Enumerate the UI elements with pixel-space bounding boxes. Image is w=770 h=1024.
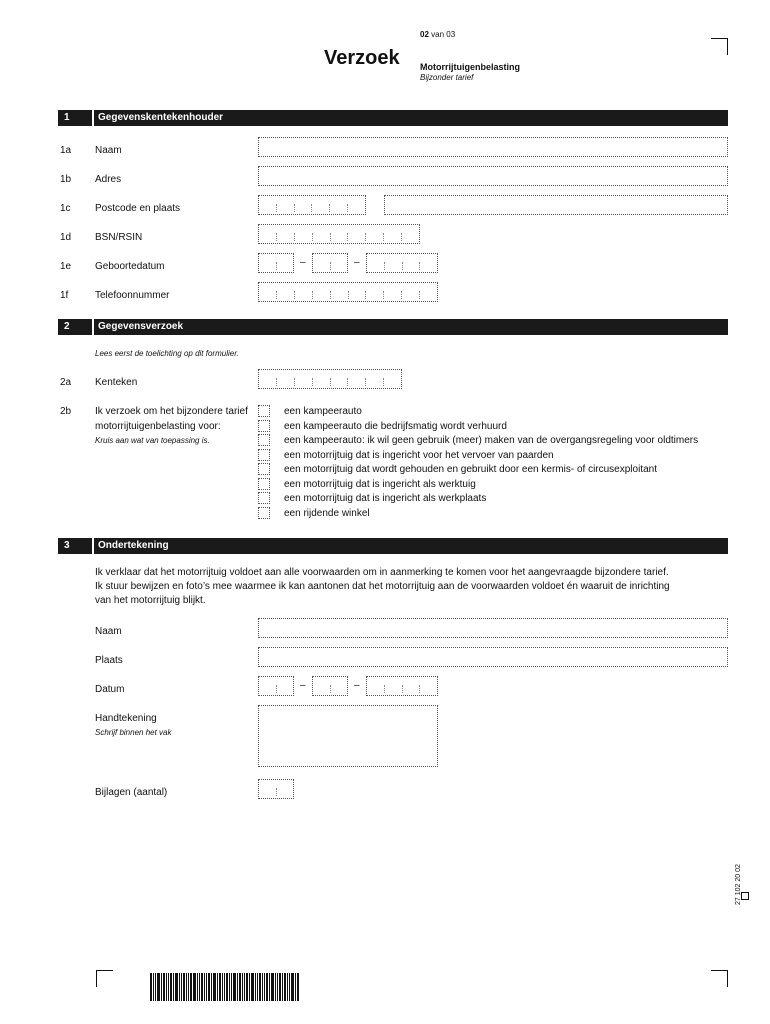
corner-mark-top-right [711,38,728,55]
date-separator: – [354,680,360,691]
declaration-line-3: van het motorrijtuig blijkt. [95,595,206,606]
date-separator: – [300,257,306,268]
label-postcode: Postcode en plaats [95,203,181,214]
name-field[interactable] [258,137,728,157]
option-label-7: een motorrijtuig dat is ingericht als werkplaats [284,493,487,504]
row-number-1e: 1e [60,261,72,272]
row-number-1f: 1f [60,290,69,301]
row-number-1b: 1b [60,174,72,185]
label-bijlagen: Bijlagen (aantal) [95,787,168,798]
row-number-1d: 1d [60,232,72,243]
page-number: 02 van 03 [420,30,456,39]
row-number-1a: 1a [60,145,72,156]
city-field[interactable] [384,195,728,215]
label-bsn: BSN/RSIN [95,232,143,243]
option-label-2: een kampeerauto die bedrijfsmatig wordt verhuurd [284,421,507,432]
form-marker-icon [741,892,749,900]
row-number-1c: 1c [60,203,71,214]
sign-month-field[interactable] [312,676,348,696]
checkbox-option-8[interactable] [258,507,270,519]
checkbox-option-6[interactable] [258,478,270,490]
label-verzoek-1: Ik verzoek om het bijzondere tarief [95,406,248,417]
date-separator: – [300,680,306,691]
section-1-header: 1 Gegevenskentekenhouder [58,110,728,126]
label-datum: Datum [95,684,125,695]
birth-year-field[interactable] [366,253,438,273]
checkbox-option-3[interactable] [258,434,270,446]
label-handtekening: Handtekening [95,713,157,724]
option-label-1: een kampeerauto [284,406,362,417]
checkbox-option-2[interactable] [258,420,270,432]
signature-field[interactable] [258,705,438,767]
section-2-header: 2 Gegevensverzoek [58,319,728,335]
row-number-2b: 2b [60,406,72,417]
label-telefoon: Telefoonnummer [95,290,170,301]
label-kenteken: Kenteken [95,377,138,388]
date-separator: – [354,257,360,268]
label-verzoek-hint: Kruis aan wat van toepassing is. [95,436,210,445]
section-2-note: Lees eerst de toelichting op dit formulier. [95,349,239,358]
checkbox-option-1[interactable] [258,405,270,417]
checkbox-option-7[interactable] [258,492,270,504]
option-label-3: een kampeerauto: ik wil geen gebruik (meer) maken van de overgangsregeling voor oldtimers [284,435,699,446]
form-code: 27 102 20 02 [735,864,742,905]
label-verzoek-2: motorrijtuigenbelasting voor: [95,421,221,432]
label-plaats: Plaats [95,655,123,666]
option-label-4: een motorrijtuig dat is ingericht voor het vervoer van paarden [284,450,554,461]
license-plate-field[interactable] [258,369,402,389]
checkbox-option-4[interactable] [258,449,270,461]
birth-month-field[interactable] [312,253,348,273]
corner-mark-bottom-right [711,970,728,987]
checkbox-option-5[interactable] [258,463,270,475]
signer-name-field[interactable] [258,618,728,638]
section-3-header: 3 Ondertekening [58,538,728,554]
sign-day-field[interactable] [258,676,294,696]
corner-mark-bottom-left [96,970,113,987]
phone-field[interactable] [258,282,438,302]
label-sign-naam: Naam [95,626,122,637]
bsn-field[interactable] [258,224,420,244]
label-naam: Naam [95,145,122,156]
address-field[interactable] [258,166,728,186]
option-label-5: een motorrijtuig dat wordt gehouden en gebruikt door een kermis- of circusexploitant [284,464,657,475]
form-subject-sub: Bijzonder tarief [420,73,474,82]
postcode-field[interactable] [258,195,366,215]
barcode-icon [150,973,314,1001]
label-adres: Adres [95,174,122,185]
option-label-8: een rijdende winkel [284,508,370,519]
birth-day-field[interactable] [258,253,294,273]
label-geboortedatum: Geboortedatum [95,261,165,272]
option-label-6: een motorrijtuig dat is ingericht als werktuig [284,479,476,490]
declaration-line-1: Ik verklaar dat het motorrijtuig voldoet aan alle voorwaarden om in aanmerking te komen voor het aangevraagde bijzondere tarief. [95,567,669,578]
page-title: Verzoek [324,47,400,69]
attachments-count-field[interactable] [258,779,294,799]
label-handtekening-hint: Schrijf binnen het vak [95,728,172,737]
sign-year-field[interactable] [366,676,438,696]
declaration-line-2: Ik stuur bewijzen en foto’s mee waarmee ik kan aantonen dat het motorrijtuig aan de voorwaarden voldoet én waaruit de inrichting [95,581,670,592]
form-subject: Motorrijtuigenbelasting [420,62,520,72]
place-field[interactable] [258,647,728,667]
row-number-2a: 2a [60,377,72,388]
